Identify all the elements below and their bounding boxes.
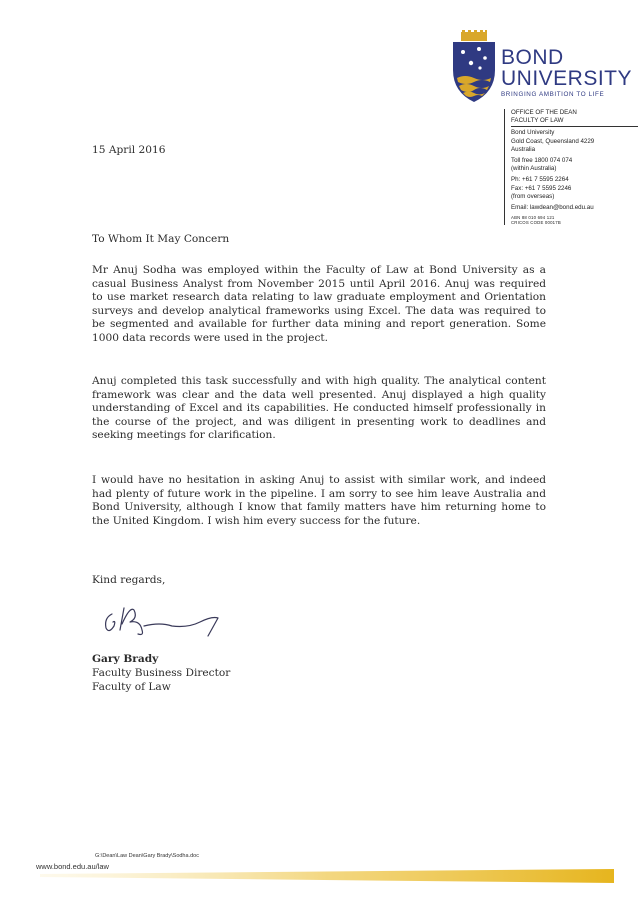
signer-department: Faculty of Law <box>92 681 171 693</box>
signer-name: Gary Brady <box>92 653 159 665</box>
abn-number: ABN 88 010 694 121 <box>511 215 555 221</box>
address-line: Bond University <box>511 129 555 137</box>
fax-number: Fax: +61 7 5595 2246 <box>511 184 572 192</box>
email-address: Email: lawdean@bond.edu.au <box>511 204 594 212</box>
signer-title: Faculty Business Director <box>92 667 231 679</box>
letter-date: 15 April 2016 <box>92 144 166 156</box>
overseas-note: (from overseas) <box>511 192 555 200</box>
tollfree-line: (within Australia) <box>511 165 557 173</box>
phone-number: Ph: +61 7 5595 2264 <box>511 176 569 184</box>
body-paragraph: Anuj completed this task successfully and with high quality. The analytical content framework was clear and the data well presented. Anuj displayed a high quality understanding of Excel and its capabilities. He conducted himself professionally in the course of the project, and was diligent in presenting work to deadlines and seeking meetings for clarification. <box>92 375 546 442</box>
bond-university-logo <box>449 30 633 105</box>
office-heading: OFFICE OF THE DEAN <box>511 109 577 116</box>
contact-block <box>504 109 638 225</box>
footer-gold-stripe <box>40 869 614 883</box>
website-url: www.bond.edu.au/law <box>36 862 109 871</box>
address-line: Australia <box>511 145 536 153</box>
contact-divider <box>511 126 638 127</box>
tollfree-line: Toll free 1800 074 074 <box>511 157 573 165</box>
logo-text-university: UNIVERSITY <box>501 67 633 90</box>
document-filepath: G:\Dean\Law Dean\Gary Brady\Sodha.doc <box>95 853 199 859</box>
university-crest-icon <box>449 30 499 105</box>
faculty-heading: FACULTY OF LAW <box>511 117 564 125</box>
address-line: Gold Coast, Queensland 4229 <box>511 137 595 145</box>
closing-remark: Kind regards, <box>92 574 166 586</box>
body-paragraph: Mr Anuj Sodha was employed within the Faculty of Law at Bond University as a casual Business Analyst from November 2015 until April 2016. Anuj was required to use market research data relating to law graduate employment and Orientation surveys and develop analytical frameworks using Excel. The data was required to be segmented and available for further data mining and report generation. Some 1000 data records were used in the project. <box>92 264 546 344</box>
handwritten-signature <box>100 596 240 646</box>
logo-tagline: BRINGING AMBITION TO LIFE <box>501 91 605 98</box>
salutation: To Whom It May Concern <box>92 233 230 245</box>
body-paragraph: I would have no hesitation in asking Anuj to assist with similar work, and indeed had plenty of future work in the pipeline. I am sorry to see him leave Australia and Bond University, although I know that family matters have him returning home to the United Kingdom. I wish him every success for the future. <box>92 474 546 527</box>
logo-text-bond: BOND <box>501 46 564 69</box>
cricos-code: CRICOS CODE 00017B <box>511 220 561 226</box>
